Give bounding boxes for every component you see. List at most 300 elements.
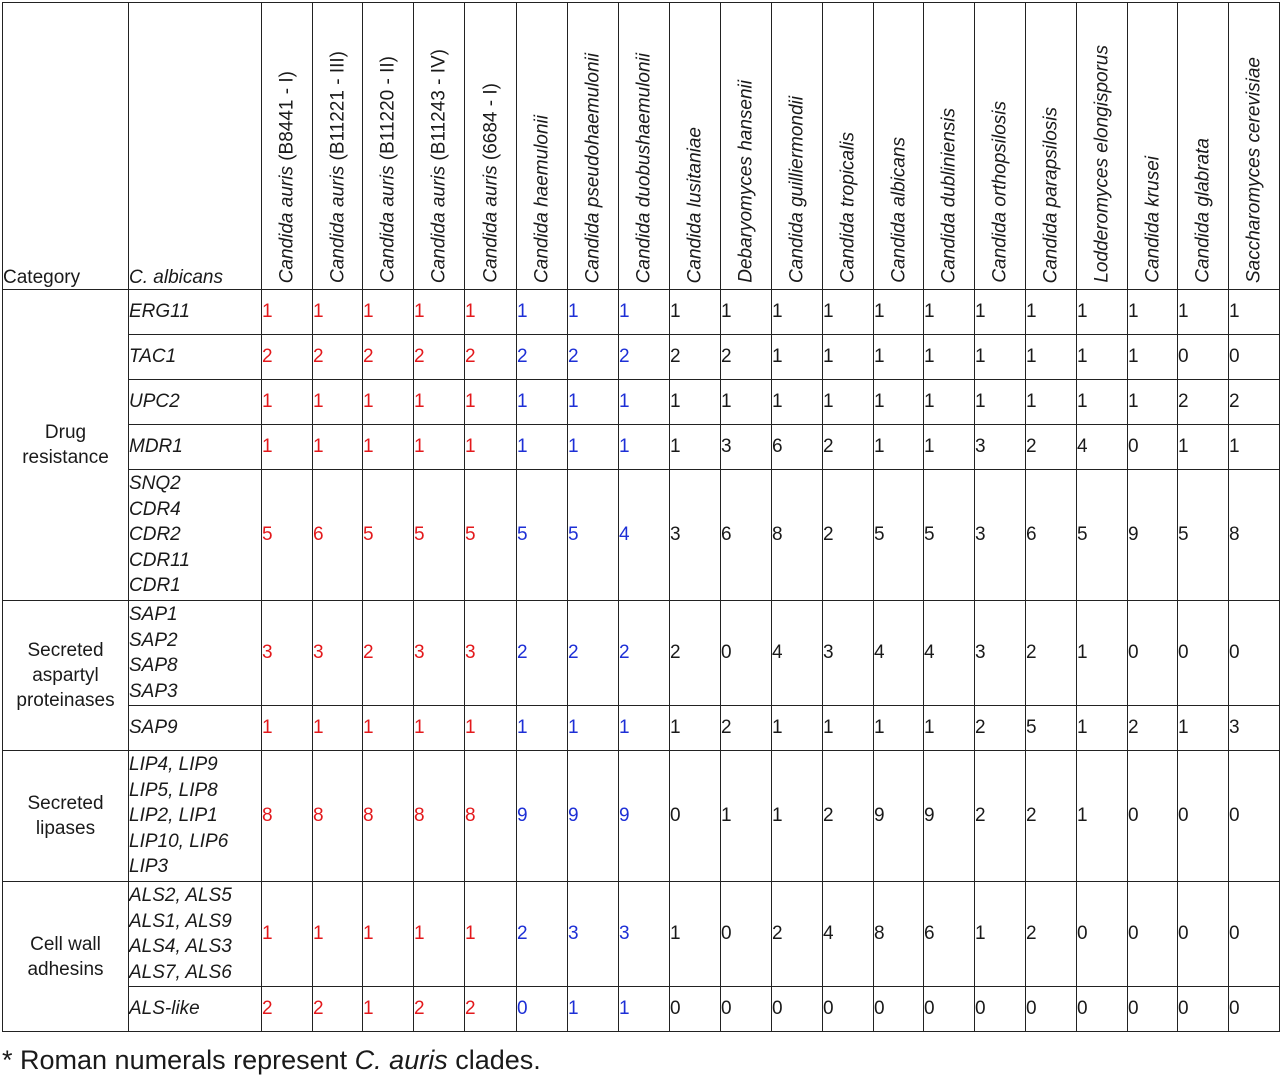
ortholog-count-cell: 9 (619, 751, 670, 882)
category-line: aspartyl (32, 665, 99, 686)
species-genus: Candida (1192, 212, 1214, 283)
ortholog-count-cell: 1 (363, 706, 414, 751)
ortholog-count-cell: 1 (924, 380, 975, 425)
gene-name: LIP10, LIP6 (129, 830, 229, 852)
ortholog-count-cell: 3 (262, 601, 313, 706)
gene-header: C. albicans (129, 3, 262, 290)
ortholog-count-cell: 0 (823, 987, 874, 1032)
ortholog-count-cell: 1 (874, 425, 924, 470)
gene-cell (129, 601, 262, 706)
ortholog-count-cell: 5 (262, 470, 313, 601)
ortholog-count-cell: 1 (975, 380, 1026, 425)
species-header (772, 3, 823, 290)
ortholog-count-cell: 0 (670, 751, 721, 882)
ortholog-count-cell: 1 (823, 335, 874, 380)
ortholog-count-cell: 5 (414, 470, 465, 601)
ortholog-count-cell: 0 (1128, 882, 1178, 987)
ortholog-count-cell: 8 (363, 751, 414, 882)
species-genus: Candida (327, 212, 348, 283)
ortholog-count-cell: 8 (772, 470, 823, 601)
ortholog-count-cell: 4 (1077, 425, 1128, 470)
gene-name: LIP5, LIP8 (129, 779, 218, 801)
gene-name: CDR11 (129, 549, 190, 571)
ortholog-count-cell: 1 (975, 882, 1026, 987)
category-line: Secreted (27, 640, 104, 661)
ortholog-count-cell: 1 (414, 380, 465, 425)
gene-name: ALS-like (129, 998, 200, 1020)
ortholog-count-cell: 9 (1128, 470, 1178, 601)
ortholog-count-cell: 8 (262, 751, 313, 882)
species-genus: Candida (377, 212, 399, 283)
ortholog-count-cell: 1 (465, 425, 517, 470)
ortholog-count-cell: 5 (1026, 706, 1077, 751)
species-name: auris (327, 165, 348, 207)
ortholog-count-cell: 0 (1229, 601, 1280, 706)
ortholog-count-cell: 0 (1229, 751, 1280, 882)
species-genus: Candida (633, 212, 655, 283)
species-name: auris (377, 165, 399, 207)
category-line: lipases (35, 818, 96, 839)
ortholog-count-cell: 5 (924, 470, 975, 601)
ortholog-count-cell: 1 (262, 882, 313, 987)
ortholog-count-cell: 2 (363, 335, 414, 380)
species-header (363, 3, 414, 290)
gene-name: ERG11 (129, 301, 190, 323)
ortholog-count-cell: 1 (1026, 335, 1077, 380)
species-genus: Candida (1040, 212, 1062, 283)
ortholog-count-cell: 9 (924, 751, 975, 882)
species-header (874, 3, 924, 290)
ortholog-count-cell: 3 (823, 601, 874, 706)
ortholog-count-cell: 1 (1128, 290, 1178, 335)
ortholog-count-cell: 2 (1026, 425, 1077, 470)
gene-cell (129, 987, 262, 1032)
ortholog-count-cell: 3 (414, 601, 465, 706)
gene-name: LIP4, LIP9 (129, 754, 218, 776)
ortholog-count-cell: 1 (924, 335, 975, 380)
species-header (924, 3, 975, 290)
ortholog-count-cell: 0 (1178, 882, 1229, 987)
ortholog-count-cell: 1 (975, 290, 1026, 335)
ortholog-count-cell: 1 (262, 290, 313, 335)
species-genus: Candida (938, 212, 960, 283)
ortholog-count-cell: 1 (721, 751, 772, 882)
species-name: duobushaemulonii (633, 52, 655, 207)
category-line: Drug (44, 422, 87, 443)
gene-name: CDR2 (129, 524, 181, 546)
ortholog-count-cell: 1 (874, 380, 924, 425)
ortholog-count-cell: 2 (975, 706, 1026, 751)
ortholog-count-cell: 1 (823, 380, 874, 425)
ortholog-count-cell: 1 (670, 425, 721, 470)
ortholog-count-cell: 1 (414, 290, 465, 335)
ortholog-count-cell: 3 (465, 601, 517, 706)
ortholog-count-cell: 1 (670, 290, 721, 335)
ortholog-count-cell: 3 (568, 882, 619, 987)
ortholog-count-cell: 3 (670, 470, 721, 601)
ortholog-count-cell: 2 (568, 601, 619, 706)
ortholog-count-cell: 5 (465, 470, 517, 601)
ortholog-count-cell: 0 (1178, 335, 1229, 380)
ortholog-count-cell: 0 (1128, 987, 1178, 1032)
ortholog-count-cell: 1 (823, 706, 874, 751)
category-cell (3, 751, 129, 882)
ortholog-count-cell: 2 (670, 335, 721, 380)
ortholog-count-cell: 2 (517, 882, 568, 987)
orthologs-table (2, 2, 1280, 1032)
table-row (3, 380, 1280, 425)
gene-cell (129, 380, 262, 425)
species-header (1128, 3, 1178, 290)
ortholog-count-cell: 1 (975, 335, 1026, 380)
ortholog-count-cell: 2 (772, 882, 823, 987)
ortholog-count-cell: 2 (619, 601, 670, 706)
gene-name: ALS1, ALS9 (129, 910, 232, 932)
ortholog-count-cell: 1 (772, 706, 823, 751)
category-line: Cell wall (30, 933, 101, 955)
ortholog-count-cell: 6 (313, 470, 363, 601)
ortholog-count-cell: 5 (517, 470, 568, 601)
gene-name: CDR1 (129, 575, 181, 597)
ortholog-count-cell: 3 (975, 425, 1026, 470)
ortholog-count-cell: 1 (568, 706, 619, 751)
species-name: albicans (888, 137, 909, 207)
ortholog-count-cell: 1 (313, 706, 363, 751)
category-cell (3, 290, 129, 601)
ortholog-count-cell: 0 (1229, 987, 1280, 1032)
species-strain: (6684 - I) (480, 83, 501, 166)
ortholog-count-cell: 2 (670, 601, 721, 706)
gene-name: LIP2, LIP1 (129, 805, 218, 827)
ortholog-count-cell: 4 (874, 601, 924, 706)
ortholog-count-cell: 2 (262, 335, 313, 380)
ortholog-count-cell: 5 (363, 470, 414, 601)
ortholog-count-cell: 0 (1229, 335, 1280, 380)
ortholog-count-cell: 9 (568, 751, 619, 882)
species-header (721, 3, 772, 290)
ortholog-count-cell: 0 (517, 987, 568, 1032)
ortholog-count-cell: 1 (772, 335, 823, 380)
gene-name: ALS7, ALS6 (129, 961, 232, 983)
ortholog-count-cell: 1 (721, 290, 772, 335)
ortholog-count-cell: 2 (414, 335, 465, 380)
ortholog-count-cell: 1 (1077, 380, 1128, 425)
ortholog-count-cell: 0 (721, 601, 772, 706)
ortholog-count-cell: 1 (313, 380, 363, 425)
ortholog-count-cell: 0 (874, 987, 924, 1032)
ortholog-count-cell: 0 (1229, 882, 1280, 987)
ortholog-count-cell: 1 (414, 425, 465, 470)
species-header (1077, 3, 1128, 290)
gene-cell (129, 882, 262, 987)
ortholog-count-cell: 1 (670, 882, 721, 987)
ortholog-count-cell: 1 (1229, 425, 1280, 470)
ortholog-count-cell: 1 (1026, 380, 1077, 425)
ortholog-count-cell: 2 (517, 601, 568, 706)
ortholog-count-cell: 0 (924, 987, 975, 1032)
ortholog-count-cell: 2 (823, 425, 874, 470)
ortholog-count-cell: 1 (823, 290, 874, 335)
ortholog-count-cell: 1 (1178, 706, 1229, 751)
species-genus: Debaryomyces (735, 156, 757, 283)
ortholog-count-cell: 2 (975, 751, 1026, 882)
species-header (568, 3, 619, 290)
ortholog-count-cell: 2 (619, 335, 670, 380)
ortholog-count-cell: 2 (1178, 380, 1229, 425)
ortholog-count-cell: 8 (313, 751, 363, 882)
ortholog-count-cell: 2 (517, 335, 568, 380)
ortholog-count-cell: 1 (465, 380, 517, 425)
ortholog-count-cell: 0 (1128, 601, 1178, 706)
footnote (2, 1045, 541, 1076)
ortholog-count-cell: 2 (721, 335, 772, 380)
species-genus: Candida (531, 212, 553, 283)
category-line: adhesins (27, 958, 104, 980)
ortholog-count-cell: 2 (823, 470, 874, 601)
ortholog-count-cell: 1 (1178, 425, 1229, 470)
ortholog-count-cell: 1 (363, 987, 414, 1032)
gene-name: MDR1 (129, 436, 183, 458)
gene-cell (129, 470, 262, 601)
ortholog-count-cell: 0 (1128, 425, 1178, 470)
ortholog-count-cell: 1 (1077, 706, 1128, 751)
ortholog-count-cell: 1 (619, 425, 670, 470)
ortholog-count-cell: 1 (517, 290, 568, 335)
ortholog-count-cell: 9 (874, 751, 924, 882)
table-row (3, 425, 1280, 470)
species-header (670, 3, 721, 290)
table-row (3, 987, 1280, 1032)
category-header: Category (3, 3, 129, 290)
species-header (414, 3, 465, 290)
species-header (313, 3, 363, 290)
footnote-italic: C. auris (354, 1045, 448, 1075)
ortholog-count-cell: 1 (414, 706, 465, 751)
ortholog-count-cell: 2 (465, 987, 517, 1032)
ortholog-count-cell: 2 (414, 987, 465, 1032)
ortholog-count-cell: 2 (1026, 882, 1077, 987)
category-line: Secreted (27, 793, 104, 814)
ortholog-count-cell: 1 (619, 380, 670, 425)
species-genus: Candida (837, 212, 859, 283)
species-header (465, 3, 517, 290)
ortholog-count-cell: 1 (1128, 380, 1178, 425)
category-cell (3, 601, 129, 751)
ortholog-count-cell: 1 (517, 380, 568, 425)
table-row (3, 335, 1280, 380)
ortholog-count-cell: 1 (874, 290, 924, 335)
ortholog-count-cell: 1 (772, 380, 823, 425)
species-name: haemulonii (531, 115, 553, 207)
ortholog-count-cell: 3 (619, 882, 670, 987)
ortholog-count-cell: 0 (1077, 987, 1128, 1032)
species-genus: Candida (989, 212, 1011, 283)
species-name: pseudohaemulonii (582, 52, 604, 207)
ortholog-count-cell: 2 (823, 751, 874, 882)
species-strain: (B11243 - IV) (428, 48, 450, 166)
ortholog-count-cell: 0 (772, 987, 823, 1032)
ortholog-count-cell: 0 (721, 882, 772, 987)
ortholog-count-cell: 4 (772, 601, 823, 706)
gene-name: SAP8 (129, 655, 178, 676)
ortholog-count-cell: 1 (1077, 290, 1128, 335)
ortholog-count-cell: 6 (1026, 470, 1077, 601)
ortholog-count-cell: 1 (1178, 290, 1229, 335)
ortholog-count-cell: 5 (1077, 470, 1128, 601)
species-strain: (B8441 - I) (276, 70, 298, 166)
ortholog-count-cell: 3 (975, 601, 1026, 706)
table-row (3, 470, 1280, 601)
table-row (3, 706, 1280, 751)
ortholog-count-cell: 1 (924, 706, 975, 751)
ortholog-count-cell: 1 (517, 706, 568, 751)
ortholog-count-cell: 2 (568, 335, 619, 380)
ortholog-count-cell: 1 (1077, 601, 1128, 706)
species-genus: Candida (786, 212, 808, 283)
ortholog-count-cell: 1 (772, 751, 823, 882)
ortholog-count-cell: 1 (313, 290, 363, 335)
ortholog-count-cell: 2 (465, 335, 517, 380)
species-name: auris (480, 165, 501, 207)
gene-cell (129, 290, 262, 335)
species-genus: Saccharomyces (1243, 147, 1265, 283)
ortholog-count-cell: 5 (568, 470, 619, 601)
species-name: krusei (1142, 156, 1163, 207)
ortholog-count-cell: 1 (363, 380, 414, 425)
ortholog-count-cell: 4 (823, 882, 874, 987)
category-line: proteinases (16, 690, 115, 711)
ortholog-count-cell: 1 (363, 290, 414, 335)
ortholog-count-cell: 1 (619, 987, 670, 1032)
species-genus: Candida (480, 212, 501, 283)
ortholog-count-cell: 9 (517, 751, 568, 882)
ortholog-count-cell: 6 (721, 470, 772, 601)
ortholog-count-cell: 0 (1178, 751, 1229, 882)
gene-name: SNQ2 (129, 473, 181, 495)
ortholog-count-cell: 8 (465, 751, 517, 882)
ortholog-count-cell: 3 (975, 470, 1026, 601)
ortholog-count-cell: 1 (465, 290, 517, 335)
ortholog-count-cell: 1 (517, 425, 568, 470)
ortholog-count-cell: 0 (1178, 987, 1229, 1032)
species-genus: Candida (684, 212, 706, 283)
ortholog-count-cell: 8 (414, 751, 465, 882)
ortholog-count-cell: 1 (363, 425, 414, 470)
ortholog-count-cell: 0 (1026, 987, 1077, 1032)
gene-cell (129, 706, 262, 751)
ortholog-count-cell: 1 (568, 380, 619, 425)
ortholog-count-cell: 1 (465, 882, 517, 987)
ortholog-count-cell: 4 (924, 601, 975, 706)
species-genus: Candida (582, 212, 604, 283)
ortholog-count-cell: 8 (1229, 470, 1280, 601)
ortholog-count-cell: 1 (363, 882, 414, 987)
ortholog-count-cell: 2 (313, 987, 363, 1032)
species-name: dubliniensis (938, 107, 960, 207)
ortholog-count-cell: 1 (1026, 290, 1077, 335)
species-header (517, 3, 568, 290)
species-name: tropicalis (837, 131, 859, 207)
ortholog-count-cell: 1 (313, 425, 363, 470)
ortholog-count-cell: 2 (721, 706, 772, 751)
ortholog-count-cell: 1 (1128, 335, 1178, 380)
gene-cell (129, 751, 262, 882)
species-genus: Lodderomyces (1091, 158, 1113, 283)
species-name: lusitaniae (684, 126, 706, 207)
ortholog-count-cell: 0 (1077, 882, 1128, 987)
gene-name: SAP3 (129, 680, 178, 702)
species-strain: (B11220 - II) (377, 56, 399, 166)
species-name: guilliermondii (786, 96, 808, 207)
species-name: orthopsilosis (989, 101, 1011, 207)
ortholog-count-cell: 0 (1178, 601, 1229, 706)
ortholog-count-cell: 1 (465, 706, 517, 751)
gene-name: SAP9 (129, 717, 178, 739)
ortholog-count-cell: 1 (924, 425, 975, 470)
species-name: parapsilosis (1040, 106, 1062, 207)
species-header (1178, 3, 1229, 290)
ortholog-count-cell: 2 (262, 987, 313, 1032)
ortholog-count-cell: 6 (924, 882, 975, 987)
ortholog-count-cell: 2 (363, 601, 414, 706)
ortholog-count-cell: 2 (1229, 380, 1280, 425)
ortholog-count-cell: 1 (262, 706, 313, 751)
ortholog-count-cell: 5 (874, 470, 924, 601)
ortholog-count-cell: 1 (568, 987, 619, 1032)
ortholog-count-cell: 1 (313, 882, 363, 987)
header-row (3, 3, 1280, 290)
ortholog-count-cell: 1 (568, 425, 619, 470)
ortholog-count-cell: 8 (874, 882, 924, 987)
ortholog-count-cell: 0 (721, 987, 772, 1032)
gene-cell (129, 335, 262, 380)
ortholog-count-cell: 1 (924, 290, 975, 335)
species-header (262, 3, 313, 290)
species-name: elongisporus (1091, 45, 1113, 154)
ortholog-count-cell: 4 (619, 470, 670, 601)
species-genus: Candida (428, 212, 450, 283)
ortholog-count-cell: 1 (619, 290, 670, 335)
ortholog-count-cell: 3 (1229, 706, 1280, 751)
species-name: glabrata (1192, 138, 1214, 207)
ortholog-count-cell: 5 (1178, 470, 1229, 601)
gene-name: UPC2 (129, 391, 180, 413)
species-name: auris (276, 165, 298, 207)
species-name: hansenii (735, 80, 757, 151)
ortholog-count-cell: 1 (1077, 335, 1128, 380)
gene-name: LIP3 (129, 856, 169, 878)
species-header (619, 3, 670, 290)
species-genus: Candida (1142, 212, 1163, 283)
table-row (3, 601, 1280, 706)
footnote-prefix: * Roman numerals represent (2, 1045, 355, 1075)
ortholog-count-cell: 1 (262, 380, 313, 425)
category-line: resistance (22, 447, 109, 468)
species-header (823, 3, 874, 290)
species-header (975, 3, 1026, 290)
ortholog-count-cell: 0 (670, 987, 721, 1032)
ortholog-count-cell: 1 (568, 290, 619, 335)
category-cell (3, 882, 129, 1032)
ortholog-count-cell: 2 (1026, 601, 1077, 706)
species-header (1229, 3, 1280, 290)
footnote-suffix: clades. (447, 1045, 541, 1075)
ortholog-count-cell: 1 (772, 290, 823, 335)
ortholog-count-cell: 0 (975, 987, 1026, 1032)
ortholog-count-cell: 1 (874, 706, 924, 751)
species-name: cerevisiae (1243, 57, 1265, 143)
species-name: auris (428, 165, 450, 207)
